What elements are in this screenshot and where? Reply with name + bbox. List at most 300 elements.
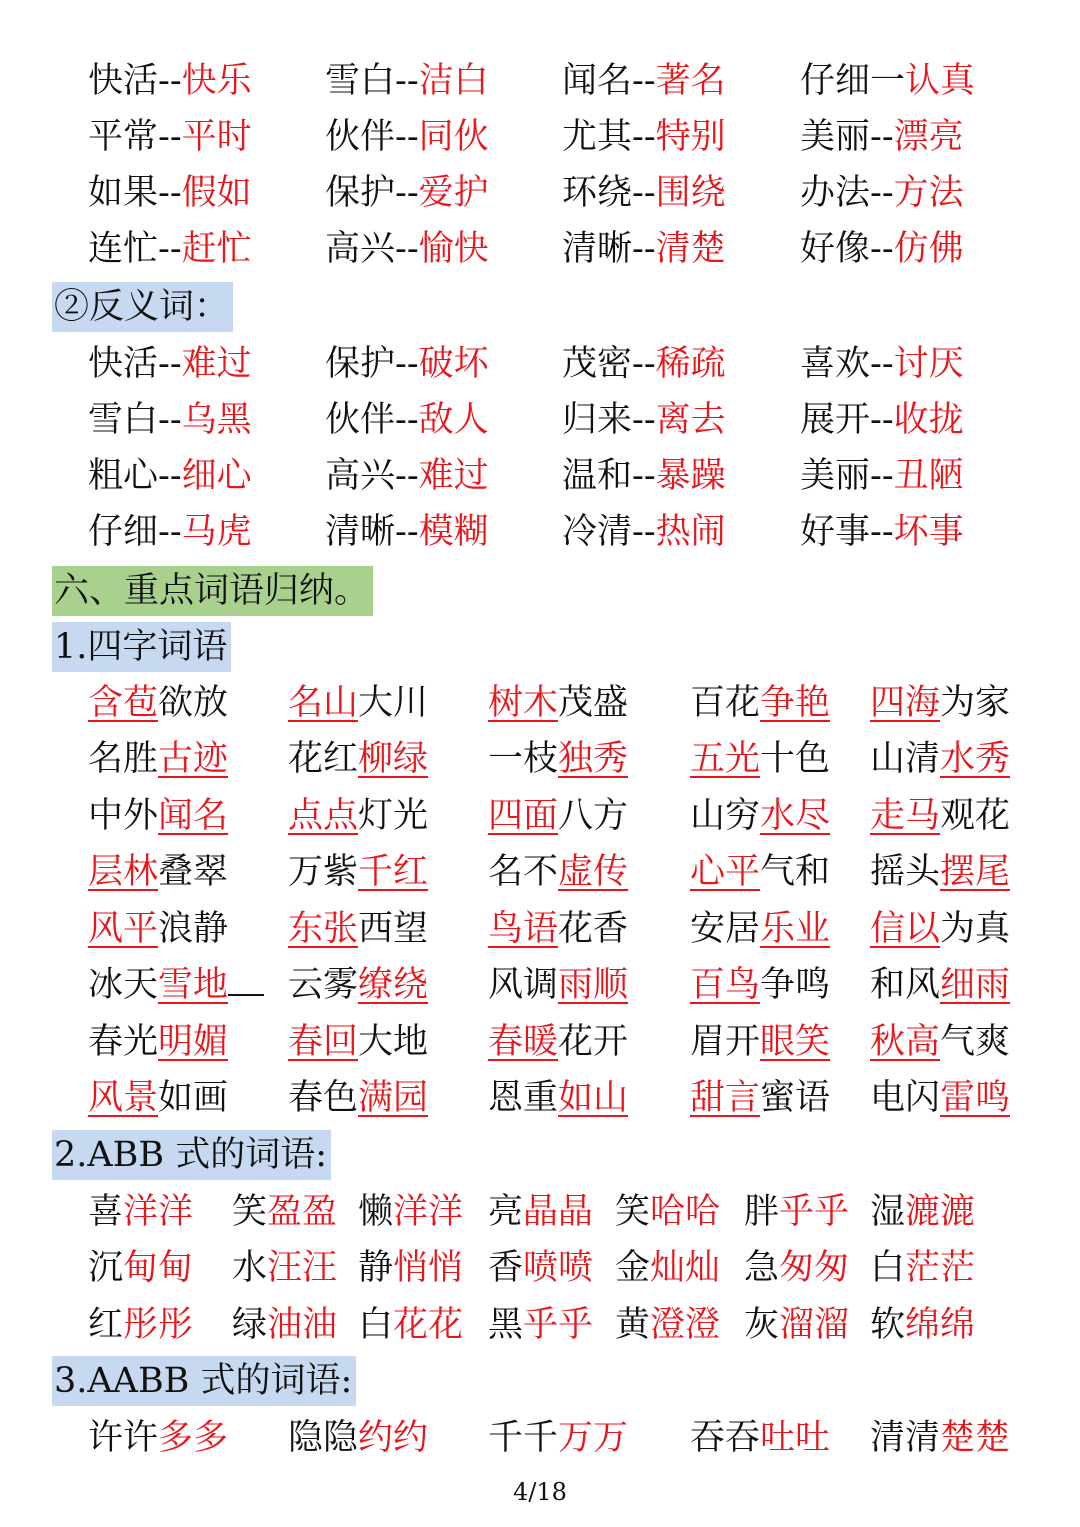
abb-row xyxy=(0,1184,1080,1240)
given-text: 为真 xyxy=(940,909,1011,949)
four-char-phrase xyxy=(690,675,830,731)
synonym-pair xyxy=(562,109,726,165)
four-char-phrase xyxy=(88,844,228,900)
answer-word: 茫茫 xyxy=(905,1248,976,1288)
answer-word: 方法 xyxy=(893,173,964,213)
abb-word xyxy=(88,1184,193,1240)
four-char-phrase xyxy=(488,788,628,844)
word: 粗心 xyxy=(88,456,159,496)
separator: -- xyxy=(158,512,182,552)
answer-word: 讨厌 xyxy=(893,344,964,384)
antonym-pair xyxy=(325,392,489,448)
synonym-pair xyxy=(800,221,964,277)
answer-word: 破坏 xyxy=(418,344,489,384)
word: 归来 xyxy=(562,400,633,440)
given-text: 灯光 xyxy=(358,796,429,836)
antonym-pair xyxy=(88,448,252,504)
word: 保护 xyxy=(325,344,396,384)
answer-word: 吐吐 xyxy=(760,1418,831,1458)
given-text: 花香 xyxy=(558,909,629,949)
separator: -- xyxy=(158,117,182,157)
answer-word: 收拢 xyxy=(893,400,964,440)
given-text: 气爽 xyxy=(940,1022,1011,1062)
four-char-phrase xyxy=(288,901,428,957)
aabb-word xyxy=(488,1410,628,1466)
given-text: 清清 xyxy=(870,1418,941,1458)
answer-word: 著名 xyxy=(655,61,726,101)
abb-word xyxy=(744,1297,849,1353)
aabb-word xyxy=(690,1410,830,1466)
given-text: 摇头 xyxy=(870,852,941,892)
answer-word: 晶晶 xyxy=(523,1192,594,1232)
word: 快活 xyxy=(88,61,159,101)
aabb-word xyxy=(870,1410,1010,1466)
answer-blank: 名山 xyxy=(288,683,359,723)
given-text: 浪静 xyxy=(158,909,229,949)
given-text: 气和 xyxy=(760,852,831,892)
separator: -- xyxy=(395,344,419,384)
word: 保护 xyxy=(325,173,396,213)
abb-word xyxy=(232,1240,337,1296)
answer-blank: 争艳 xyxy=(760,683,831,723)
answer-blank: 如山 xyxy=(558,1078,629,1118)
answer-word: 万万 xyxy=(558,1418,629,1458)
aabb-row xyxy=(0,1410,1080,1466)
given-text: 湿 xyxy=(870,1192,906,1232)
four-char-phrase xyxy=(690,788,830,844)
given-text: 大川 xyxy=(358,683,429,723)
answer-word: 多多 xyxy=(158,1418,229,1458)
separator: -- xyxy=(632,229,656,269)
trailing-underline xyxy=(228,964,264,996)
antonym-pair xyxy=(562,336,726,392)
answer-blank: 独秀 xyxy=(558,739,629,779)
answer-word: 清楚 xyxy=(655,229,726,269)
abb-row xyxy=(0,1240,1080,1296)
given-text: 冰天 xyxy=(88,965,159,1005)
four-char-phrase xyxy=(870,901,1010,957)
answer-word: 乎乎 xyxy=(523,1305,594,1345)
given-text: 百花 xyxy=(690,683,761,723)
abb-word xyxy=(488,1240,593,1296)
separator: 一 xyxy=(870,61,906,101)
answer-blank: 细雨 xyxy=(940,965,1011,1005)
four-char-phrase xyxy=(488,1070,628,1126)
answer-blank: 点点 xyxy=(288,796,359,836)
answer-word: 绵绵 xyxy=(905,1305,976,1345)
four-char-phrase xyxy=(690,1070,830,1126)
answer-word: 假如 xyxy=(181,173,252,213)
synonym-pair xyxy=(800,53,975,109)
antonym-pair xyxy=(800,336,964,392)
answer-blank: 含苞 xyxy=(88,683,159,723)
four-char-phrase xyxy=(690,844,830,900)
given-text: 蜜语 xyxy=(760,1078,831,1118)
antonym-pair xyxy=(800,504,964,560)
separator: -- xyxy=(632,456,656,496)
four-char-row xyxy=(0,788,1080,844)
given-text: 灰 xyxy=(744,1305,780,1345)
four-char-phrase xyxy=(288,957,428,1013)
four-char-row xyxy=(0,844,1080,900)
answer-blank: 眼笑 xyxy=(760,1022,831,1062)
given-text: 山清 xyxy=(870,739,941,779)
section-six-header: 六、重点词语归纳。 xyxy=(52,566,373,616)
answer-blank: 千红 xyxy=(358,852,429,892)
answer-word: 洋洋 xyxy=(393,1192,464,1232)
answer-word: 约约 xyxy=(358,1418,429,1458)
aabb-word xyxy=(288,1410,428,1466)
abb-word xyxy=(870,1297,975,1353)
synonym-pair xyxy=(562,53,726,109)
answer-blank: 四海 xyxy=(870,683,941,723)
given-text: 静 xyxy=(358,1248,394,1288)
word: 办法 xyxy=(800,173,871,213)
answer-word: 喷喷 xyxy=(523,1248,594,1288)
word: 环绕 xyxy=(562,173,633,213)
word: 闻名 xyxy=(562,61,633,101)
given-text: 隐隐 xyxy=(288,1418,359,1458)
four-char-phrase xyxy=(88,957,264,1013)
abb-word xyxy=(358,1184,463,1240)
answer-word: 离去 xyxy=(655,400,726,440)
abb-word xyxy=(232,1184,337,1240)
answer-word: 围绕 xyxy=(655,173,726,213)
answer-blank: 春回 xyxy=(288,1022,359,1062)
given-text: 金 xyxy=(615,1248,651,1288)
abb-row xyxy=(0,1297,1080,1353)
antonym-pair xyxy=(562,392,726,448)
answer-blank: 层林 xyxy=(88,852,159,892)
answer-word: 丑陋 xyxy=(893,456,964,496)
given-text: 白 xyxy=(870,1248,906,1288)
abb-word xyxy=(870,1184,975,1240)
answer-word: 甸甸 xyxy=(123,1248,194,1288)
given-text: 许许 xyxy=(88,1418,159,1458)
given-text: 电闪 xyxy=(870,1078,941,1118)
word: 茂密 xyxy=(562,344,633,384)
answer-word: 暴躁 xyxy=(655,456,726,496)
word: 连忙 xyxy=(88,229,159,269)
word: 温和 xyxy=(562,456,633,496)
four-char-phrase xyxy=(88,675,228,731)
four-char-phrase xyxy=(488,731,628,787)
answer-word: 热闹 xyxy=(655,512,726,552)
word: 雪白 xyxy=(88,400,159,440)
separator: -- xyxy=(870,456,894,496)
word: 清晰 xyxy=(562,229,633,269)
four-char-phrase xyxy=(288,844,428,900)
four-char-phrase xyxy=(690,1014,830,1070)
answer-blank: 虚传 xyxy=(558,852,629,892)
word: 高兴 xyxy=(325,229,396,269)
antonym-pair xyxy=(88,504,252,560)
given-text: 黄 xyxy=(615,1305,651,1345)
answer-word: 漉漉 xyxy=(905,1192,976,1232)
synonym-pair xyxy=(562,221,726,277)
four-char-phrase xyxy=(488,844,628,900)
given-text: 争鸣 xyxy=(760,965,831,1005)
answer-word: 油油 xyxy=(267,1305,338,1345)
four-char-phrase xyxy=(88,1014,228,1070)
answer-word: 彤彤 xyxy=(123,1305,194,1345)
given-text: 茂盛 xyxy=(558,683,629,723)
given-text: 安居 xyxy=(690,909,761,949)
four-char-phrase xyxy=(488,1014,628,1070)
abb-word xyxy=(358,1240,463,1296)
antonym-pair xyxy=(800,448,964,504)
synonym-pair xyxy=(88,109,252,165)
answer-word: 快乐 xyxy=(181,61,252,101)
synonym-row xyxy=(0,109,1080,165)
given-text: 大地 xyxy=(358,1022,429,1062)
given-text: 和风 xyxy=(870,965,941,1005)
abb-word xyxy=(615,1240,720,1296)
separator: -- xyxy=(395,61,419,101)
given-text: 春色 xyxy=(288,1078,359,1118)
answer-blank: 雨顺 xyxy=(558,965,629,1005)
given-text: 如画 xyxy=(158,1078,229,1118)
four-char-row xyxy=(0,1070,1080,1126)
answer-word: 马虎 xyxy=(181,512,252,552)
word: 伙伴 xyxy=(325,117,396,157)
antonym-pair xyxy=(88,336,252,392)
given-text: 名不 xyxy=(488,852,559,892)
given-text: 红 xyxy=(88,1305,124,1345)
answer-blank: 柳绿 xyxy=(358,739,429,779)
answer-word: 漂亮 xyxy=(893,117,964,157)
separator: -- xyxy=(870,173,894,213)
four-char-phrase xyxy=(488,957,628,1013)
given-text: 沉 xyxy=(88,1248,124,1288)
separator: -- xyxy=(158,173,182,213)
antonym-pair xyxy=(562,448,726,504)
answer-blank: 风平 xyxy=(88,909,159,949)
abb-word xyxy=(232,1297,337,1353)
answer-word: 敌人 xyxy=(418,400,489,440)
answer-word: 花花 xyxy=(393,1305,464,1345)
answer-word: 模糊 xyxy=(418,512,489,552)
four-char-phrase xyxy=(88,788,228,844)
answer-word: 难过 xyxy=(418,456,489,496)
answer-blank: 水秀 xyxy=(940,739,1011,779)
word: 伙伴 xyxy=(325,400,396,440)
answer-word: 赶忙 xyxy=(181,229,252,269)
synonym-row xyxy=(0,221,1080,277)
given-text: 十色 xyxy=(760,739,831,779)
antonym-row xyxy=(0,448,1080,504)
separator: -- xyxy=(395,456,419,496)
given-text: 眉开 xyxy=(690,1022,761,1062)
word: 尤其 xyxy=(562,117,633,157)
word: 展开 xyxy=(800,400,871,440)
abb-word xyxy=(744,1240,849,1296)
four-char-row xyxy=(0,675,1080,731)
synonym-pair xyxy=(325,53,489,109)
answer-word: 汪汪 xyxy=(267,1248,338,1288)
antonym-row xyxy=(0,392,1080,448)
four-char-phrase xyxy=(88,901,228,957)
abb-word xyxy=(88,1240,193,1296)
word: 如果 xyxy=(88,173,159,213)
four-char-row xyxy=(0,957,1080,1013)
synonym-pair xyxy=(88,221,252,277)
answer-word: 仿佛 xyxy=(893,229,964,269)
given-text: 叠翠 xyxy=(158,852,229,892)
separator: -- xyxy=(870,512,894,552)
answer-blank: 树木 xyxy=(488,683,559,723)
answer-word: 悄悄 xyxy=(393,1248,464,1288)
four-char-row xyxy=(0,901,1080,957)
abb-word xyxy=(615,1297,720,1353)
separator: -- xyxy=(395,400,419,440)
separator: -- xyxy=(632,117,656,157)
given-text: 水 xyxy=(232,1248,268,1288)
given-text: 亮 xyxy=(488,1192,524,1232)
separator: -- xyxy=(395,173,419,213)
separator: -- xyxy=(158,400,182,440)
word: 美丽 xyxy=(800,117,871,157)
separator: -- xyxy=(870,344,894,384)
given-text: 观花 xyxy=(940,796,1011,836)
answer-word: 细心 xyxy=(181,456,252,496)
answer-word: 澄澄 xyxy=(650,1305,721,1345)
four-char-phrase xyxy=(288,731,428,787)
aabb-header: 3.AABB 式的词语: xyxy=(52,1356,356,1406)
word: 清晰 xyxy=(325,512,396,552)
given-text: 胖 xyxy=(744,1192,780,1232)
word: 高兴 xyxy=(325,456,396,496)
answer-word: 坏事 xyxy=(893,512,964,552)
answer-blank: 甜言 xyxy=(690,1078,761,1118)
separator: -- xyxy=(870,400,894,440)
answer-word: 灿灿 xyxy=(650,1248,721,1288)
antonym-pair xyxy=(562,504,726,560)
separator: -- xyxy=(395,117,419,157)
synonym-row xyxy=(0,53,1080,109)
antonym-row xyxy=(0,336,1080,392)
word: 好像 xyxy=(800,229,871,269)
abb-word xyxy=(870,1240,975,1296)
given-text: 中外 xyxy=(88,796,159,836)
given-text: 名胜 xyxy=(88,739,159,779)
word: 雪白 xyxy=(325,61,396,101)
answer-blank: 走马 xyxy=(870,796,941,836)
answer-word: 难过 xyxy=(181,344,252,384)
given-text: 风调 xyxy=(488,965,559,1005)
answer-word: 爱护 xyxy=(418,173,489,213)
synonym-pair xyxy=(88,165,252,221)
separator: -- xyxy=(632,173,656,213)
given-text: 黑 xyxy=(488,1305,524,1345)
answer-blank: 摆尾 xyxy=(940,852,1011,892)
four-char-phrase xyxy=(690,901,830,957)
separator: -- xyxy=(870,117,894,157)
antonym-pair xyxy=(325,336,489,392)
answer-word: 认真 xyxy=(905,61,976,101)
answer-blank: 乐业 xyxy=(760,909,831,949)
separator: -- xyxy=(632,400,656,440)
synonym-pair xyxy=(88,53,252,109)
answer-word: 溜溜 xyxy=(779,1305,850,1345)
answer-blank: 古迹 xyxy=(158,739,229,779)
separator: -- xyxy=(158,456,182,496)
synonym-pair xyxy=(325,165,489,221)
answer-blank: 水尽 xyxy=(760,796,831,836)
answer-word: 匆匆 xyxy=(779,1248,850,1288)
answer-word: 洋洋 xyxy=(123,1192,194,1232)
antonym-pair xyxy=(325,504,489,560)
answer-blank: 秋高 xyxy=(870,1022,941,1062)
given-text: 花开 xyxy=(558,1022,629,1062)
four-char-phrase xyxy=(88,1070,228,1126)
four-char-phrase xyxy=(870,844,1010,900)
word: 美丽 xyxy=(800,456,871,496)
given-text: 万紫 xyxy=(288,852,359,892)
four-char-phrase xyxy=(288,675,428,731)
given-text: 白 xyxy=(358,1305,394,1345)
synonym-pair xyxy=(325,109,489,165)
given-text: 懒 xyxy=(358,1192,394,1232)
given-text: 笑 xyxy=(232,1192,268,1232)
page-number: 4/18 xyxy=(513,1478,567,1506)
answer-blank: 风景 xyxy=(88,1078,159,1118)
four-char-phrase xyxy=(870,1070,1010,1126)
answer-blank: 百鸟 xyxy=(690,965,761,1005)
answer-blank: 雷鸣 xyxy=(940,1078,1011,1118)
given-text: 香 xyxy=(488,1248,524,1288)
antonym-pair xyxy=(88,392,252,448)
word: 好事 xyxy=(800,512,871,552)
antonyms-header: ②反义词： xyxy=(52,282,233,332)
word: 快活 xyxy=(88,344,159,384)
abb-word xyxy=(744,1184,849,1240)
answer-blank: 春暖 xyxy=(488,1022,559,1062)
synonym-pair xyxy=(562,165,726,221)
four-char-phrase xyxy=(88,731,228,787)
given-text: 山穷 xyxy=(690,796,761,836)
four-char-phrase xyxy=(488,901,628,957)
answer-word: 乎乎 xyxy=(779,1192,850,1232)
answer-blank: 鸟语 xyxy=(488,909,559,949)
antonym-pair xyxy=(325,448,489,504)
four-char-phrase xyxy=(690,957,830,1013)
answer-blank: 五光 xyxy=(690,739,761,779)
separator: -- xyxy=(632,61,656,101)
word: 平常 xyxy=(88,117,159,157)
given-text: 吞吞 xyxy=(690,1418,761,1458)
four-char-phrase xyxy=(870,788,1010,844)
given-text: 喜 xyxy=(88,1192,124,1232)
separator: -- xyxy=(632,344,656,384)
answer-word: 盈盈 xyxy=(267,1192,338,1232)
antonym-row xyxy=(0,504,1080,560)
answer-blank: 东张 xyxy=(288,909,359,949)
separator: -- xyxy=(632,512,656,552)
four-char-phrase xyxy=(288,1014,428,1070)
given-text: 花红 xyxy=(288,739,359,779)
four-char-row xyxy=(0,1014,1080,1070)
abb-header: 2.ABB 式的词语: xyxy=(52,1130,331,1180)
four-char-row xyxy=(0,731,1080,787)
word: 仔细 xyxy=(88,512,159,552)
answer-word: 同伙 xyxy=(418,117,489,157)
word: 喜欢 xyxy=(800,344,871,384)
given-text: 一枝 xyxy=(488,739,559,779)
four-char-phrase xyxy=(870,1014,1010,1070)
given-text: 为家 xyxy=(940,683,1011,723)
answer-blank: 明媚 xyxy=(158,1022,229,1062)
